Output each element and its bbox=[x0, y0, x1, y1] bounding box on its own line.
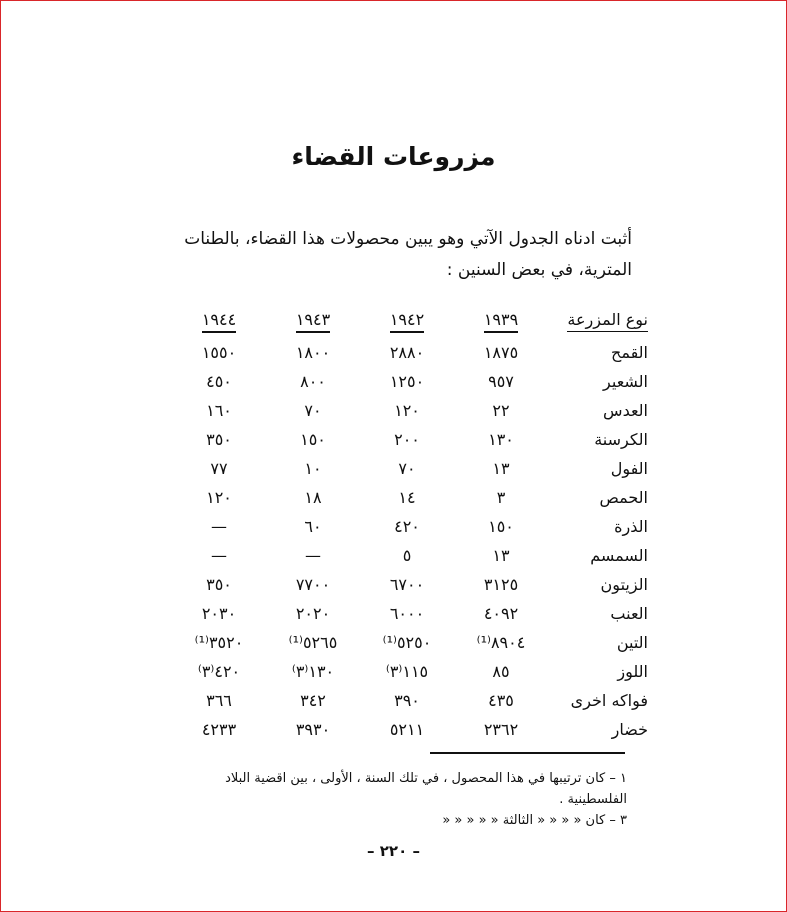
value-1942: ١٤ bbox=[398, 488, 416, 507]
value-1943: ٨٠٠ bbox=[300, 372, 326, 391]
value-1944: ١٦٠ bbox=[206, 401, 232, 420]
header-year-1942: ١٩٤٢ bbox=[360, 310, 454, 329]
table-header-row bbox=[170, 300, 648, 338]
value-1944: ٤٥٠ bbox=[206, 372, 232, 391]
value-1942: ٤٢٠ bbox=[394, 517, 420, 536]
value-1944: ١٥٥٠ bbox=[201, 343, 237, 362]
value-1944: ٧٧ bbox=[210, 459, 228, 478]
value-1943: ١٣٠⁽٣⁾ bbox=[291, 662, 335, 681]
value-1943: ١٨ bbox=[304, 488, 322, 507]
table-row bbox=[170, 686, 648, 715]
table-row bbox=[170, 512, 648, 541]
value-1939: ٨٥ bbox=[492, 662, 510, 681]
value-1944: ٣٦٦ bbox=[206, 691, 232, 710]
footnote-1: ١ – كان ترتيبها في هذا المحصول ، في تلك السنة ، الأولى ، بين اقضية البلاد الفلسطينية . bbox=[225, 771, 627, 807]
value-1939: ١٥٠ bbox=[488, 517, 514, 536]
value-1943: ٥٢٦٥⁽¹⁾ bbox=[288, 633, 338, 652]
crops-table bbox=[170, 300, 648, 744]
crop-name: السمسم bbox=[590, 546, 648, 565]
table-row bbox=[170, 599, 648, 628]
table-row bbox=[170, 425, 648, 454]
value-1944: ٣٥٢٠⁽¹⁾ bbox=[194, 633, 244, 652]
table-row bbox=[170, 483, 648, 512]
table-row bbox=[170, 396, 648, 425]
crop-name: العدس bbox=[603, 401, 648, 420]
value-1942: ٥٢١١ bbox=[389, 720, 425, 739]
value-1943: ٢٠٢٠ bbox=[295, 604, 331, 623]
value-1943: ٣٩٣٠ bbox=[295, 720, 331, 739]
value-1943: ١٥٠ bbox=[300, 430, 326, 449]
crop-name: الكرسنة bbox=[594, 430, 648, 449]
crop-name: الشعير bbox=[603, 372, 648, 391]
crop-name: فواكه اخرى bbox=[570, 691, 648, 710]
value-1943: ٧٧٠٠ bbox=[295, 575, 331, 594]
value-1944: ٤٢٣٣ bbox=[201, 720, 237, 739]
value-1939: ٨٩٠٤⁽¹⁾ bbox=[476, 633, 526, 652]
crop-name: الفول bbox=[610, 459, 648, 478]
crop-name: التين bbox=[616, 633, 648, 652]
value-1944: ٣٥٠ bbox=[206, 575, 232, 594]
table-row bbox=[170, 541, 648, 570]
header-year-1939: ١٩٣٩ bbox=[454, 310, 548, 329]
crop-name: خضار bbox=[611, 720, 648, 739]
value-1944: ٣٥٠ bbox=[206, 430, 232, 449]
value-1939: ٩٥٧ bbox=[488, 372, 514, 391]
value-1939: ٣ bbox=[496, 488, 506, 507]
table-row bbox=[170, 715, 648, 744]
value-1943: ١٨٠٠ bbox=[295, 343, 331, 362]
value-1943: ٣٤٢ bbox=[300, 691, 326, 710]
page-number: – ٢٢٠ – bbox=[367, 842, 420, 860]
value-1939: ٢٢ bbox=[492, 401, 510, 420]
intro-paragraph: أثبت ادناه الجدول الآتي وهو يبين محصولات هذا القضاء، بالطنات المترية، في بعض السنين : bbox=[184, 229, 632, 280]
value-1942: ٥٢٥٠⁽¹⁾ bbox=[382, 633, 432, 652]
header-crop-type: نوع المزرعة bbox=[548, 310, 648, 329]
value-1944: ٢٠٣٠ bbox=[201, 604, 237, 623]
crop-name: الحمص bbox=[599, 488, 648, 507]
table-row bbox=[170, 570, 648, 599]
value-1939: ١٣ bbox=[492, 459, 510, 478]
crop-name: الذرة bbox=[614, 517, 648, 536]
value-1942: ٧٠ bbox=[398, 459, 416, 478]
table-row bbox=[170, 338, 648, 367]
value-1942: ١٢٠ bbox=[394, 401, 420, 420]
value-1944: ١٢٠ bbox=[206, 488, 232, 507]
footnotes bbox=[167, 768, 627, 831]
value-1939: ١٨٧٥ bbox=[483, 343, 519, 362]
value-1939: ٤٣٥ bbox=[488, 691, 514, 710]
value-1942: ١٢٥٠ bbox=[389, 372, 425, 391]
table-row bbox=[170, 657, 648, 686]
value-1939: ٤٠٩٢ bbox=[483, 604, 519, 623]
crop-name: القمح bbox=[611, 343, 648, 362]
crop-name: اللوز bbox=[617, 662, 648, 681]
value-1942: ٦٧٠٠ bbox=[389, 575, 425, 594]
value-1943: — bbox=[305, 546, 321, 565]
crop-name: الزيتون bbox=[600, 575, 648, 594]
page-title: مزروعات القضاء bbox=[291, 142, 496, 171]
header-year-1944: ١٩٤٤ bbox=[172, 310, 266, 329]
value-1942: ١١٥⁽٣⁾ bbox=[385, 662, 429, 681]
table-row bbox=[170, 628, 648, 657]
value-1939: ١٣٠ bbox=[488, 430, 514, 449]
table-row bbox=[170, 367, 648, 396]
value-1942: ٢٨٨٠ bbox=[389, 343, 425, 362]
footnote-divider bbox=[430, 752, 625, 754]
value-1944: ٤٢٠⁽٣⁾ bbox=[197, 662, 241, 681]
value-1943: ٦٠ bbox=[304, 517, 322, 536]
value-1942: ٢٠٠ bbox=[394, 430, 420, 449]
value-1939: ٢٣٦٢ bbox=[483, 720, 519, 739]
footnote-3: ٣ – كان « « « « الثالثة « « « « « bbox=[442, 813, 627, 828]
value-1942: ٦٠٠٠ bbox=[389, 604, 425, 623]
crop-name: العنب bbox=[610, 604, 648, 623]
value-1943: ١٠ bbox=[304, 459, 322, 478]
value-1939: ٣١٢٥ bbox=[483, 575, 519, 594]
value-1944: — bbox=[211, 517, 227, 536]
value-1943: ٧٠ bbox=[304, 401, 322, 420]
value-1942: ٥ bbox=[402, 546, 412, 565]
value-1939: ١٣ bbox=[492, 546, 510, 565]
table-row bbox=[170, 454, 648, 483]
value-1942: ٣٩٠ bbox=[394, 691, 420, 710]
header-year-1943: ١٩٤٣ bbox=[266, 310, 360, 329]
value-1944: — bbox=[211, 546, 227, 565]
